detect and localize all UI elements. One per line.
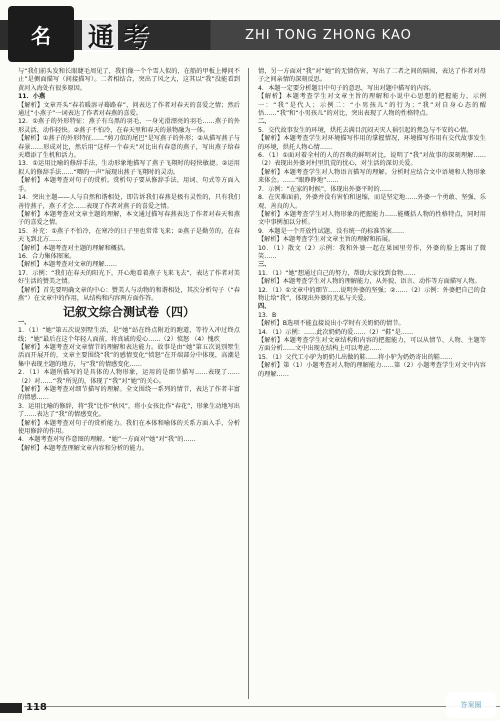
column-divider	[248, 68, 249, 699]
analysis-paragraph: 【解析】本题考查学生对文章主旨的理解和小说中心思想的把握能力，示例一：“我”是代人；示例二：“小男孩儿”的行为；“我”对自身心态的醒悟……“我”和“小男孩儿”的对比，突出表现了人物的性格特点。	[258, 93, 486, 118]
answer-paragraph: 10．（1）散文（2）示例：我和外婆一起在果园里劳作，外婆的脸上露出了微笑……	[258, 244, 486, 260]
analysis-paragraph: 【解析】本题考查对句子的赏析。赏析句子要从修辞手法、用词、句式等方面入手。	[18, 177, 240, 193]
page-number: 118	[26, 702, 47, 713]
analysis-paragraph: 【解析】本题考查学生对文章主旨的理解和拓展。	[258, 236, 395, 244]
header-title-cn: 通 考	[88, 22, 150, 53]
analysis-paragraph: 【解析】本题考查学生对人物的理解能力，从外貌、语言、动作等方面描写人物。	[258, 278, 481, 286]
analysis-paragraph: 【解析】B选项不能直接说出小学时有关奶奶的情节。	[258, 320, 405, 328]
answer-paragraph: 1．（1）“她”第五次说别墅生活，是“她”站在终点附近的跑道，等待入冲过终点线；“她”最后在这个年轻人面前，将真诚的爱心……（2）愤怒 （4）愧疚	[18, 327, 240, 343]
watermark-logo	[446, 692, 496, 718]
answer-paragraph: 7．示例：“在家的时候”，体现出外婆平时的……	[258, 185, 393, 193]
answer-paragraph: 14．（1）示例：……此次奶奶的爱……（2）“鞋”是……	[258, 328, 414, 336]
answer-paragraph: 4．本题一定要分析题目中句子的意思，写出对题中描写的内容。	[258, 84, 436, 92]
answer-paragraph: 12．（1）①文章中的细节……说明外婆的坚强；②……（2）示例：外婆把自己的食物让给“我”，体现出外婆的无私与关爱。	[258, 286, 486, 302]
footer-line	[24, 706, 500, 707]
answer-paragraph: 12．①燕子的外形特征：燕子有乌黑的羽毛、一身光滑漂亮的羽毛……燕子的外形灵活、动作轻快。②燕子不怕冷，在春天里和春天的景物融为一体。	[18, 118, 240, 134]
part-label: 三、	[258, 261, 271, 269]
answer-paragraph: 3．运用比喻的修辞，将“我”比作“秋风”，将小女孩比作“春花”，形象生动地写出了……表达了“我”的情感变化。	[18, 402, 240, 419]
analysis-paragraph: 【解析】本题考查对句子的赏析能力。我们在本体和喻体的关系方面入手，分析使用修辞的作用。	[18, 419, 240, 436]
analysis-paragraph: 【解析】本题考查学生对文章结构和内容的把握能力，可以从情节、人物、主题等方面分析……文中出现在结构上可以考虑……	[258, 337, 486, 353]
answer-paragraph: 16．合力集体图案。	[18, 252, 76, 260]
answer-paragraph: 15．补充：①燕子不怕冷，在寒冷的日子里也常常飞来；②燕子是勤劳的，在春天飞到北方……	[18, 227, 240, 244]
analysis-paragraph: 【解析】本题考查对文章主题的理解，本文通过描写春燕表达了作者对春天和燕子的喜爱之情。	[18, 210, 240, 227]
analysis-paragraph: 【解析】本题考查理解文章内容和分析的能力。	[18, 444, 148, 452]
analysis-paragraph: 【解析】文章开头“春若暖溶寻蓦路春”，问表达了作者对春天的喜爱之情；然后通过“小燕子”一词表达了作者对春燕的喜爱。	[18, 101, 240, 118]
part-label: 四、	[258, 303, 271, 311]
right-column	[258, 68, 486, 701]
analysis-paragraph: 【解析】本题考查对细节描写的理解。全文围绕一系列的情节，表达了作者丰富的情感……	[18, 386, 240, 402]
brand-logo-text: 名	[31, 23, 51, 48]
answer-paragraph: 8．在灾难面前，外婆并没有害怕和退缩，而是坚定地……外婆一个勇敢、坚强、乐观、善良的人。	[258, 194, 486, 210]
answer-paragraph: 13．①运用比喻的修辞手法，生动形象地描写了燕子飞翔时的轻快敏捷。②运用拟人的修辞手法……“唧的一声”展现出燕子飞翔时的灵动。	[18, 160, 240, 176]
answer-paragraph: 13．B	[258, 311, 277, 319]
section-title: 记叙文综合测试卷（四）	[62, 305, 195, 320]
answer-paragraph: 4．本题考查对写作意图的理解。“她”一方面对“她”对“我”的……	[18, 436, 196, 444]
header-title-en: ZHI TONG ZHONG KAO	[245, 27, 412, 43]
analysis-paragraph: 【解析】①燕子的外形特征……“剪刀似的尾巴”是写燕子的外形；②从描写燕子与春景……形成对比，然后用“这样一个春天”对比出有春意的燕子，写出燕子给春天增添了生机和活力。	[18, 135, 240, 160]
left-column	[18, 68, 240, 701]
answer-paragraph: 2．（1）本题所描写的是具体的人物形象，运用的是细节描写……表现了……（2）对……“我”所见的，体现了“我”对“她”的关心。	[18, 369, 240, 385]
analysis-paragraph: 【解析】本题考查学生对人物形象的把握能力……能概括人物的性格特点，同时用文中事例加以分析。	[258, 210, 486, 227]
part-label: 一、	[18, 318, 31, 326]
part-label: 二、	[258, 118, 271, 126]
analysis-paragraph: 【解析】本题考查对主题的理解和概括。	[18, 244, 130, 252]
paragraph: 与“我们前头发和长眼睫毛周见了，我们像一个个雪人似的，在船的甲板上傅问不止”是侧面描写（间接描写）。二者相结合，突出了风之大，这其以“我”没能看到黄河入海处有很多原因。	[18, 68, 240, 92]
analysis-paragraph: 【解析】本题考查学生对环境描写作用的掌握情况，环境描写作用有交代故事发生的环境，烘托人物心情……	[258, 135, 486, 151]
answer-paragraph: 15．（1）父代工小驴为奶奶儿出做的鞋……将小驴为奶奶寄出的鞋……	[258, 353, 453, 361]
analysis-paragraph: 【解析】本题考查对文章的理解……	[18, 261, 117, 269]
answer-paragraph: 6．（1）①面对着全村的人的召唤的鲜明对比，说明了“我”对故事的深刻理解……（2）表现出外婆对村里饥荒的忧心，对生活的深切关爱。	[258, 152, 486, 168]
header-title	[88, 20, 412, 53]
question-label: 11．小燕	[18, 93, 46, 101]
analysis-paragraph: 【解析】第（1）小题考查对人物的理解能力……第（2）小题考查学生对文中内容的理解……	[258, 362, 486, 378]
paragraph: 情，另一方面对“我”对“她”的无情伤害，写出了二者之间的隔阂，表达了作者对母子之间亲情的深刻反思。	[258, 68, 486, 84]
answer-paragraph: 5．交代故事发生的环境，烘托去满目沉闷天灾人祸引起的焦急与不安的心情。	[258, 126, 473, 134]
analysis-paragraph: 【解析】本题考查对文章情节的理解和表达能力。故事是由“她”第五次说别墅生活而开展开的，文章主要围绕“我”的感情变化“愤怒”在开端部分中体现，高潮是集中表现主题的地方，与“我”的情感变化……	[18, 344, 240, 368]
brand-logo	[8, 6, 74, 62]
page-number-bar	[0, 703, 22, 713]
answer-paragraph: 11．（1）“她”想通过自己的努力，帮助大家找到食物……	[258, 269, 416, 277]
analysis-paragraph: 【解析】本题考查学生对人物语言描写的理解。分析时应结合文中语境和人物形象来体会。……“眼睁睁地”……	[258, 168, 486, 185]
answer-paragraph: 17．示例：“我们在春天的阳光下，开心地看着燕子飞来飞去”，表达了作者对美好生活的赞美之情。	[18, 269, 240, 286]
answer-paragraph: 9．本题是一个开放性试题，没有统一的标准答案……	[258, 227, 405, 235]
analysis-paragraph: 【解析】首先要明确文章的中心：赞美人与动物的和谐相处，其次分析句子（“春燕”）在文章中的作用，从结构和内容两方面作答。	[18, 286, 240, 302]
watermark-text: 答案圈	[460, 701, 482, 709]
answer-paragraph: 14．突出主题——人与自然和谐相处，即告诉我们春燕是极有灵性的，只有我们善待燕子，燕子才会……表现了作者对燕子的喜爱之情。	[18, 194, 240, 210]
